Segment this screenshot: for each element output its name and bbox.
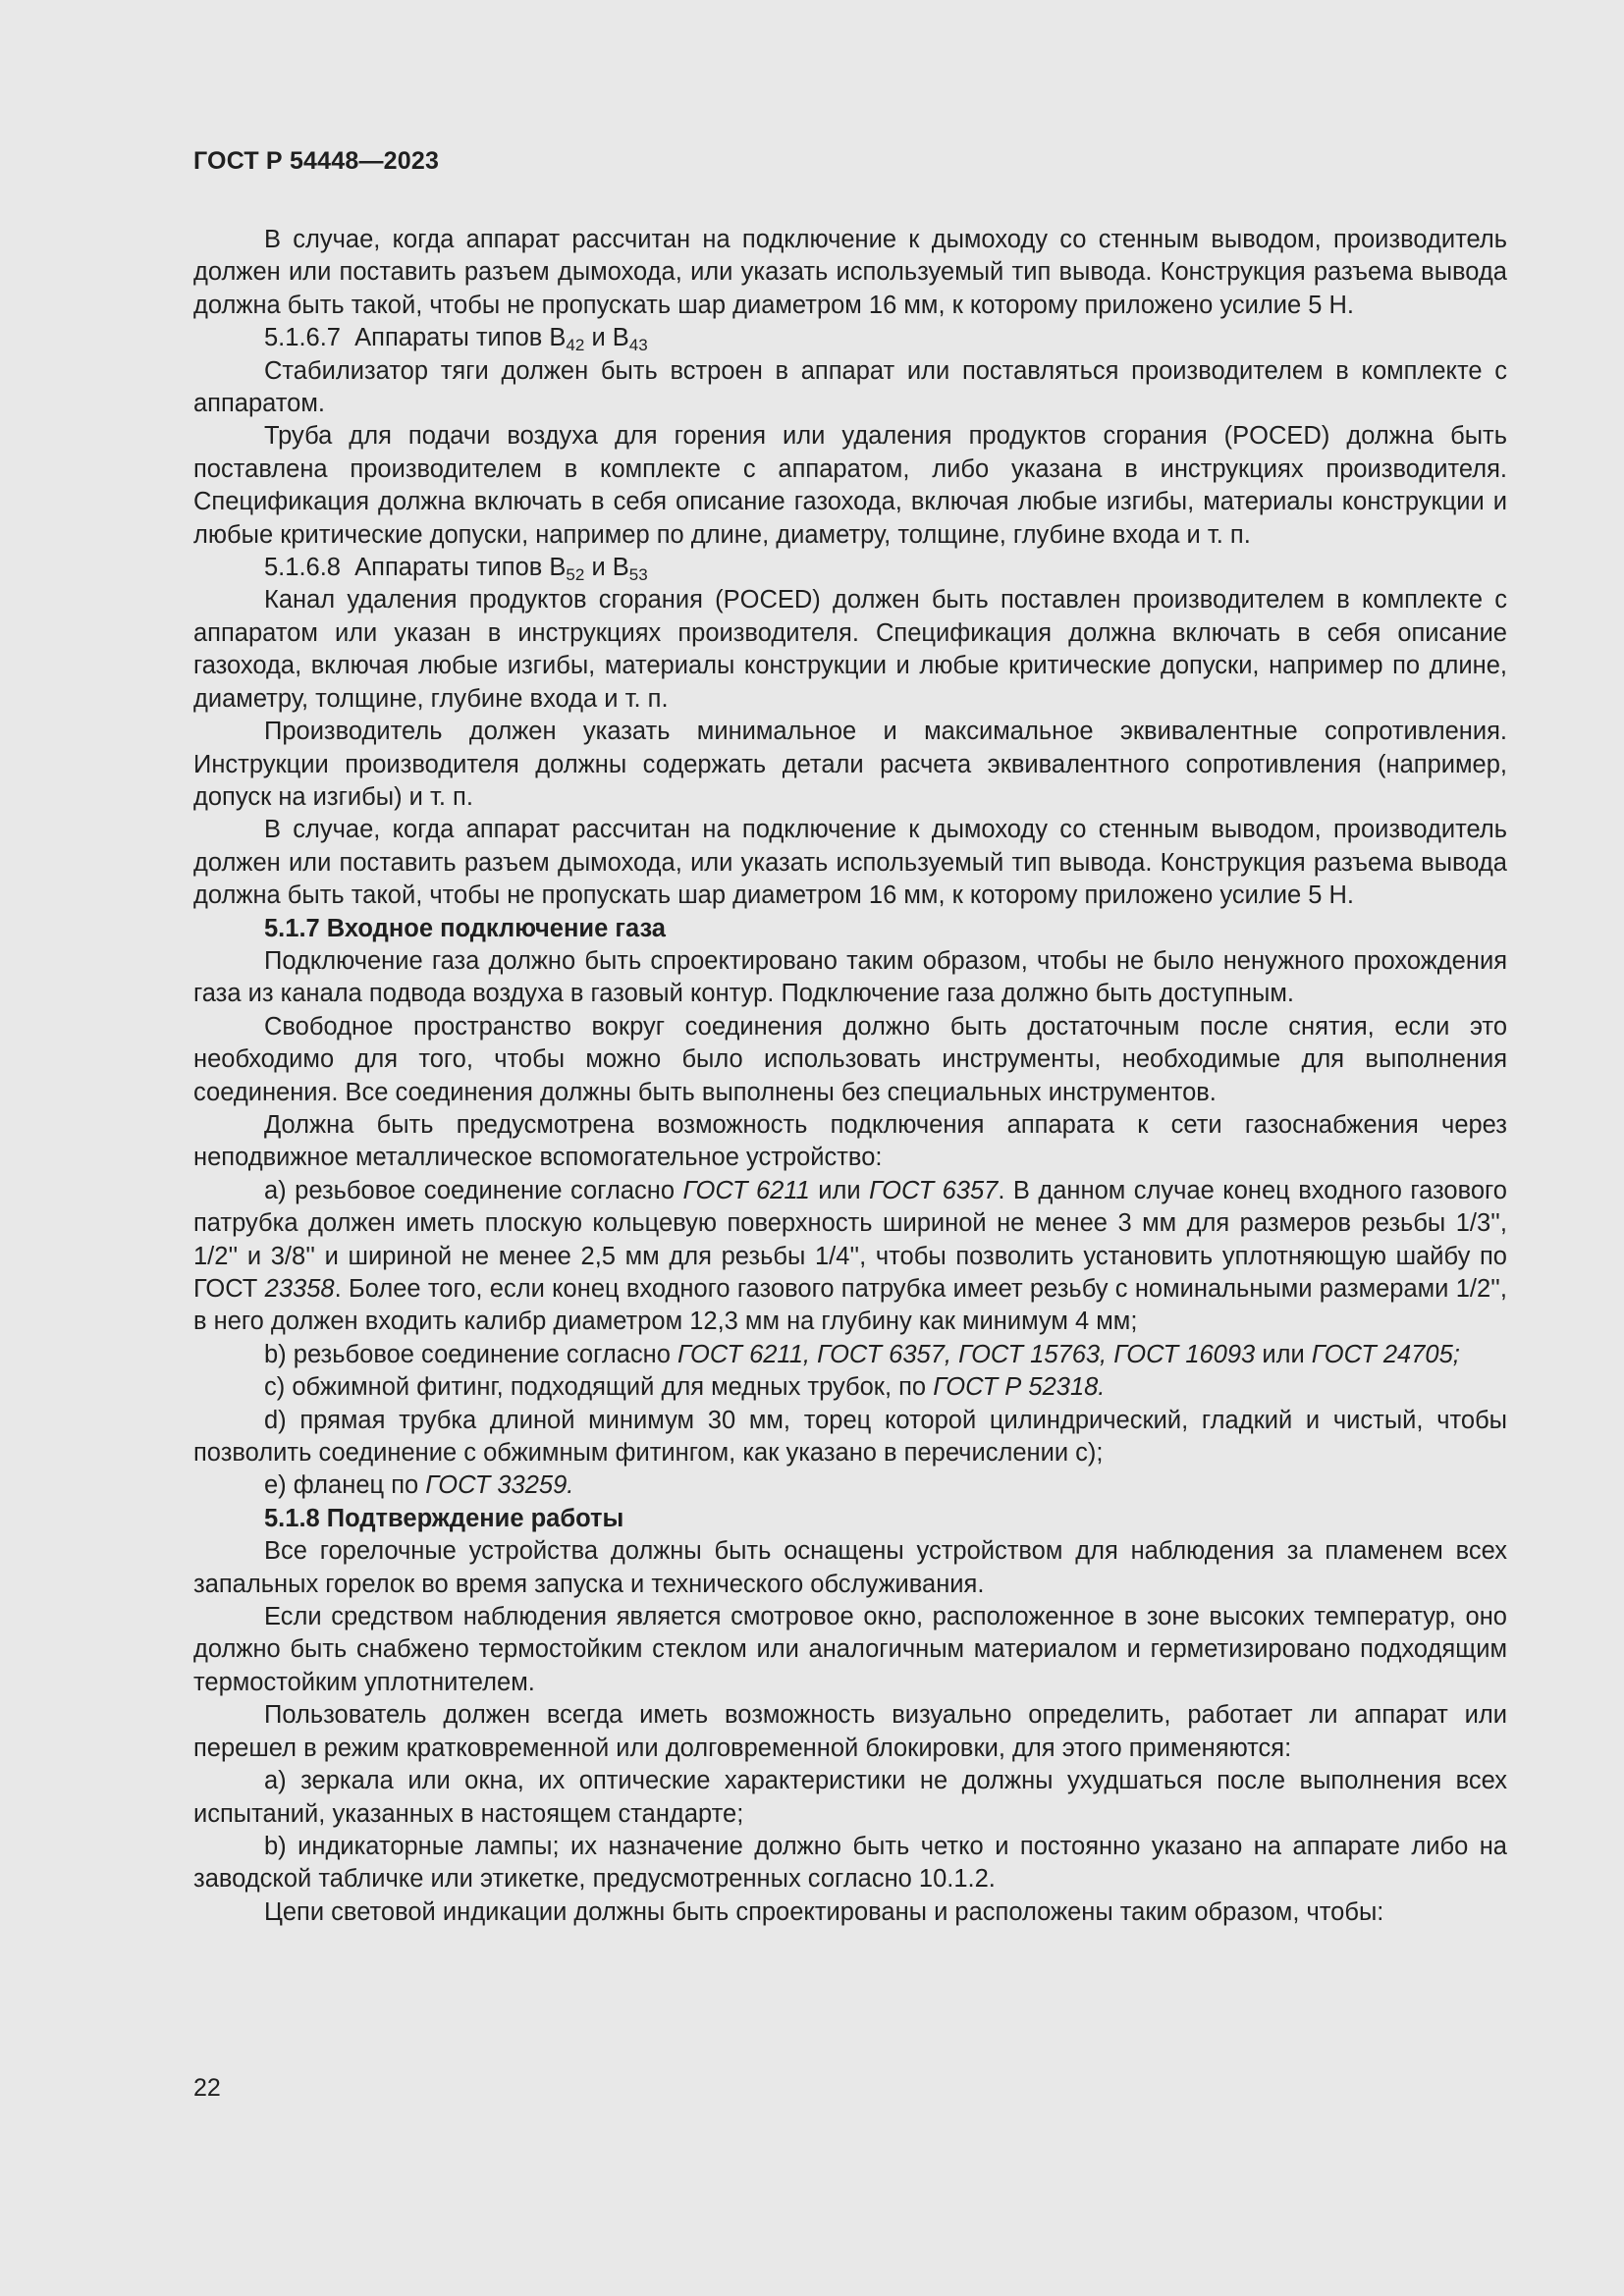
paragraph: Должна быть предусмотрена возможность подключения аппарата к сети газоснабжения через неподвижное металлическое вспомогательное устройство:: [193, 1110, 1507, 1172]
paragraph: Свободное пространство вокруг соединения должно быть достаточным после снятия, если это необходимо для того, чтобы можно было использовать инструменты, необходимые для выполнения соединения. Все соединения должны быть выполнены без специальных инструментов.: [193, 1012, 1507, 1106]
paragraph: В случае, когда аппарат рассчитан на подключение к дымоходу со стенным выводом, производитель должен или поставить разъем дымохода, или указать используемый тип вывода. Конструкция разъема вывода должна быть такой, чтобы не пропускать шар диаметром 16 мм, к которому приложено усилие 5 Н.: [193, 816, 1507, 910]
standard-reference: ГОСТ 6211: [682, 1176, 810, 1204]
list-item-a: a) зеркала или окна, их оптические характеристики не должны ухудшаться после выполнения всех испытаний, указанных в настоящем стандарте;: [193, 1767, 1507, 1828]
subsection-5-1-6-7: [193, 322, 1507, 354]
list-item-b: [193, 1339, 1507, 1371]
paragraph: Подключение газа должно быть спроектировано таким образом, чтобы не было ненужного прохождения газа из канала подвода воздуха в газовый контур. Подключение газа должно быть доступным.: [193, 946, 1507, 1008]
list-text: c) обжимной фитинг, подходящий для медных трубок, по: [264, 1373, 934, 1402]
subscript: 53: [628, 565, 648, 585]
paragraph: Все горелочные устройства должны быть оснащены устройством для наблюдения за пламенем всех запальных горелок во время запуска и технического обслуживания.: [193, 1537, 1507, 1598]
list-text: b) резьбовое соединение согласно: [264, 1340, 677, 1368]
list-item-c: [193, 1371, 1507, 1404]
paragraph: Пользователь должен всегда иметь возможность визуально определить, работает ли аппарат или перешел в режим кратковременной или долговременной блокировки, для этого применяются:: [193, 1701, 1507, 1762]
list-item-d: d) прямая трубка длиной минимум 30 мм, торец которой цилиндрический, гладкий и чистый, чтобы позволить соединение с обжимным фитингом, как указано в перечислении с);: [193, 1406, 1507, 1468]
subsection-text: и В: [591, 324, 629, 352]
subsection-text: Аппараты типов В: [354, 554, 567, 582]
subsection-text: и В: [591, 554, 629, 582]
document-header: ГОСТ Р 54448—2023: [193, 147, 440, 175]
list-text: e) фланец по: [264, 1471, 426, 1500]
subsection-text: Аппараты типов В: [354, 324, 567, 352]
list-text: a) резьбовое соединение согласно: [264, 1176, 683, 1204]
paragraph: Если средством наблюдения является смотровое окно, расположенное в зоне высоких температур, оно должно быть снабжено термостойким стеклом или аналогичным материалом и герметизировано подходящим термостойким уплотнителем.: [193, 1603, 1507, 1696]
subsection-number: 5.1.6.7: [264, 324, 341, 352]
paragraph: Стабилизатор тяги должен быть встроен в аппарат или поставляться производителем в комплекте с аппаратом.: [193, 356, 1507, 418]
paragraph: Цепи световой индикации должны быть спроектированы и расположены таким образом, чтобы:: [264, 1897, 1384, 1926]
subscript: 43: [628, 336, 648, 355]
subsection-5-1-6-8: [193, 552, 1507, 584]
list-item-e: [193, 1469, 1507, 1502]
paragraph: Производитель должен указать минимальное и максимальное эквивалентные сопротивления. Инструкции производителя должны содержать детали расчета эквивалентного сопротивления (например, допуск на изгибы) и т. п.: [193, 718, 1507, 811]
list-text: . Более того, если конец входного газового патрубка имеет резьбу с номинальными размерами 1/2'', в него должен входить калибр диаметром 12,3 мм на глубину как минимум 4 мм;: [193, 1275, 1507, 1336]
standard-reference: ГОСТ 33259.: [425, 1471, 574, 1500]
subsection-number: 5.1.6.8: [264, 554, 341, 582]
paragraph: В случае, когда аппарат рассчитан на подключение к дымоходу со стенным выводом, производитель должен или поставить разъем дымохода, или указать используемый тип вывода. Конструкция разъема вывода должна быть такой, чтобы не пропускать шар диаметром 16 мм, к которому приложено усилие 5 Н.: [193, 226, 1507, 319]
paragraph: Труба для подачи воздуха для горения или удаления продуктов сгорания (POCED) должна быть поставлена производителем в комплекте с аппаратом, либо указана в инструкциях производителя. Спецификация должна включать в себя описание газохода, включая любые изгибы, материалы конструкции и любые критические допуски, например по длине, диаметру, толщине, глубине входа и т. п.: [193, 422, 1507, 549]
list-item-a: [193, 1175, 1507, 1339]
section-heading-5-1-7: 5.1.7 Входное подключение газа: [264, 914, 666, 942]
standard-reference: ГОСТ 24705;: [1311, 1340, 1460, 1368]
standard-reference: 23358: [264, 1275, 335, 1303]
document-body: [193, 224, 1507, 1929]
list-text: или: [809, 1176, 870, 1204]
list-text: . В данном случае конец входного газового патрубка должен иметь плоскую кольцевую поверхность шириной не менее 3 мм для размеров резьбы 1/3'', 1/2'' и 3/8'' и шириной не менее 2,5 мм для резьбы 1/4'', чтобы позволить установить уплотняющую шайбу по ГОСТ: [193, 1176, 1507, 1303]
list-item-b: b) индикаторные лампы; их назначение должно быть четко и постоянно указано на аппарате либо на заводской табличке или этикетке, предусмотренных согласно 10.1.2.: [193, 1832, 1507, 1894]
standard-reference: ГОСТ Р 52318.: [933, 1373, 1106, 1402]
subscript: 42: [566, 336, 585, 355]
page-number: 22: [193, 2074, 221, 2102]
section-heading-5-1-8: 5.1.8 Подтверждение работы: [264, 1504, 624, 1532]
standard-reference: ГОСТ 6211, ГОСТ 6357, ГОСТ 15763, ГОСТ 16093: [677, 1340, 1256, 1368]
subscript: 52: [566, 565, 585, 585]
list-text: или: [1255, 1340, 1312, 1368]
standard-reference: ГОСТ 6357: [869, 1176, 999, 1204]
paragraph: Канал удаления продуктов сгорания (POCED) должен быть поставлен производителем в комплекте с аппаратом или указан в инструкциях производителя. Спецификация должна включать в себя описание газохода, включая любые изгибы, материалы конструкции и любые критические допуски, например по длине, диаметру, толщине, глубине входа и т. п.: [193, 586, 1507, 713]
